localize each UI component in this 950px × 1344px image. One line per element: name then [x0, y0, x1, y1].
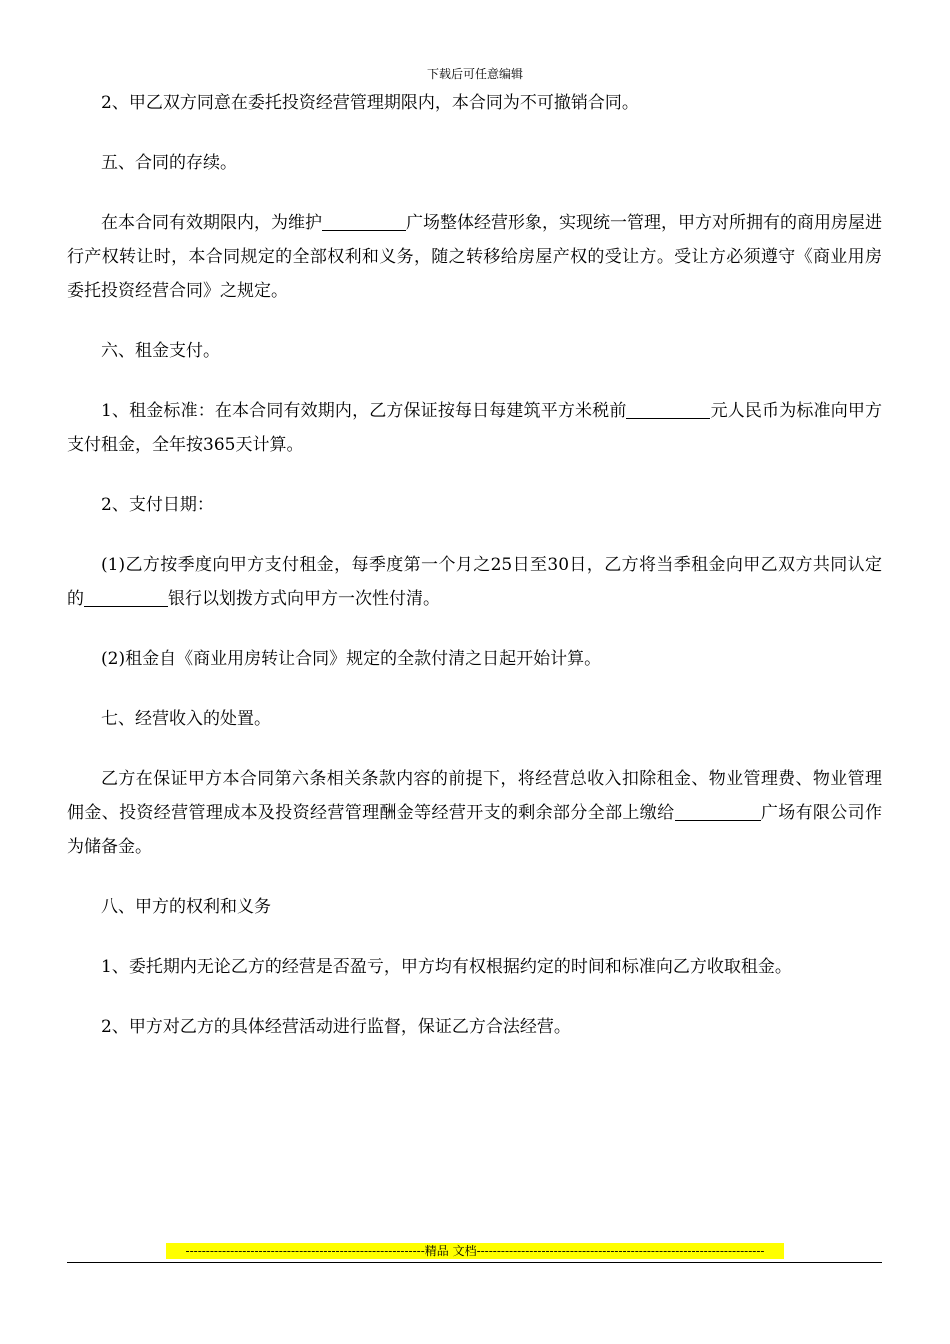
- blank-field-bank-name: [84, 589, 168, 607]
- blank-field-company-name: [675, 803, 741, 821]
- paragraph-party-a-supervision: 2、甲方对乙方的具体经营活动进行监督，保证乙方合法经营。: [101, 1017, 571, 1037]
- blank-field-company-name-cont: [741, 803, 761, 821]
- paragraph-continuation: [67, 206, 882, 308]
- paragraph-continuation-part1: 在本合同有效期限内，为维护: [101, 213, 322, 233]
- paragraph-continuation-part2: 广场整体经营形象，实现统一管理，甲方对所拥有的商用房屋进行产权转让时，本合同规定的全部权利和义务，随之转移给房屋产权的受让方。受让方必须遵守《商业用房委托投资经营合同》之规定。: [67, 213, 882, 301]
- blank-field-rent-amount: [626, 401, 710, 419]
- paragraph-irrevocable: 2、甲乙双方同意在委托投资经营管理期限内，本合同为不可撤销合同。: [101, 93, 639, 113]
- footer-watermark: -----------------------------------------------------------精品 文档-----------------------------------------------------------------------: [166, 1243, 784, 1259]
- paragraph-rent-standard: [67, 394, 882, 462]
- paragraph-payment-quarterly: [67, 548, 882, 616]
- paragraph-rent-standard-part2: 元人民币为标准向甲方支付租金，全年按365天计算。: [67, 401, 882, 455]
- paragraph-income-disposal-part1: 乙方在保证甲方本合同第六条相关条款内容的前提下，将经营总收入扣除租金、物业管理费、物业管理佣金、投资经营管理成本及投资经营管理酬金等经营开支的剩余部分全部上缴给: [67, 769, 882, 823]
- paragraph-rent-start: (2)租金自《商业用房转让合同》规定的全款付清之日起开始计算。: [101, 649, 602, 669]
- section-heading-party-a-rights: 八、甲方的权利和义务: [101, 897, 271, 917]
- paragraph-payment-quarterly-part1: (1)乙方按季度向甲方支付租金，每季度第一个月之25日至30日，乙方将当季租金向甲乙双方共同认定的: [67, 555, 882, 609]
- document-body: [67, 86, 882, 1070]
- footer-divider: [67, 1262, 882, 1263]
- paragraph-party-a-right-rent: 1、委托期内无论乙方的经营是否盈亏，甲方均有权根据约定的时间和标准向乙方收取租金。: [101, 957, 792, 977]
- paragraph-payment-date: 2、支付日期：: [101, 495, 214, 515]
- blank-field-plaza-name: [322, 213, 406, 231]
- header-note: 下载后可任意编辑: [426, 67, 523, 81]
- paragraph-payment-quarterly-part2: 银行以划拨方式向甲方一次性付清。: [168, 589, 440, 609]
- section-heading-continuation: 五、合同的存续。: [101, 153, 237, 173]
- section-heading-rent-payment: 六、租金支付。: [101, 341, 220, 361]
- paragraph-income-disposal-part2: 广场有限公司作为储备金。: [67, 803, 883, 857]
- section-heading-income-disposal: 七、经营收入的处置。: [101, 709, 271, 729]
- paragraph-income-disposal: [67, 762, 882, 864]
- paragraph-rent-standard-part1: 1、租金标准：在本合同有效期内，乙方保证按每日每建筑平方米税前: [101, 401, 627, 421]
